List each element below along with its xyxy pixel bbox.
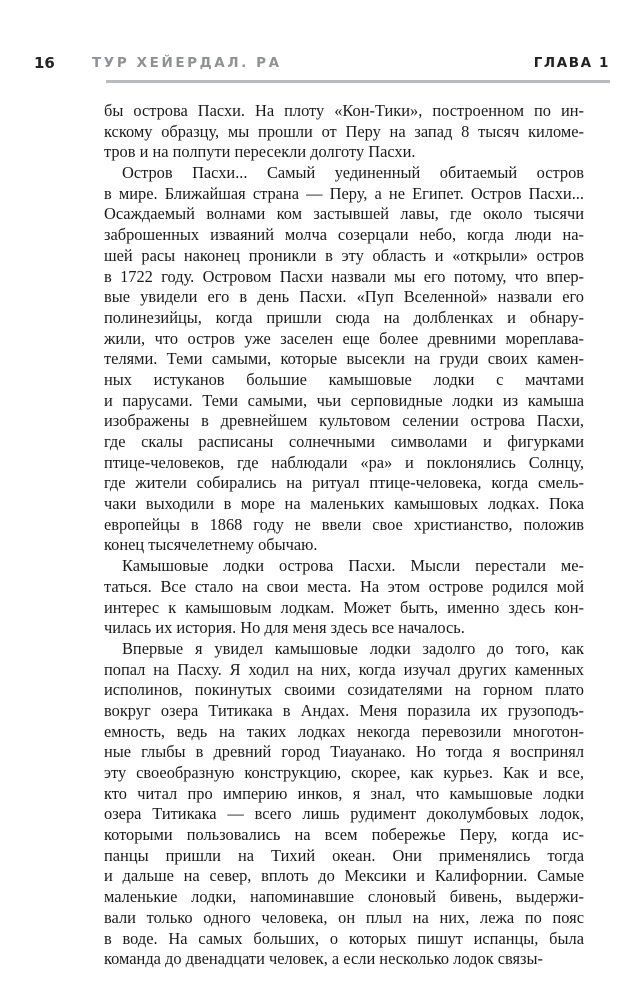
text-line: шей расы наконец проникли в эту область и «открыли» остров: [104, 245, 584, 265]
paragraph: [104, 639, 584, 970]
text-line: чаки выходили в море на маленьких камышовых лодках. Пока: [104, 494, 584, 514]
text-line: вали только одного человека, он плыл на них, лежа по пояс: [104, 907, 584, 927]
text-line: исполинов, покинутых своими созидателями на горном плато: [104, 680, 584, 700]
page-number: 16: [34, 54, 55, 72]
text-line: Остров Пасхи... Самый уединенный обитаемый остров: [122, 163, 584, 183]
page-header: [34, 54, 610, 80]
text-line: жили, что остров уже заселен еще более древними мореплава-: [104, 328, 584, 348]
text-line: ных истуканов большие камышовые лодки с мачтами: [104, 369, 584, 389]
text-line: которыми пользовались на всем побережье Перу, когда ис-: [104, 825, 584, 845]
text-line: чилась их история. Но для меня здесь все началось.: [104, 618, 465, 638]
text-line: полинезийцы, когда пришли сюда на долбленках и обнару-: [104, 307, 584, 327]
text-line: вые увидели его в день Пасхи. «Пуп Вселенной» назвали его: [104, 287, 584, 307]
text-line: Осаждаемый волнами ком застывшей лавы, где около тысячи: [104, 204, 584, 224]
text-line: конец тысячелетнему обычаю.: [104, 535, 318, 555]
text-line: ные глыбы в древний город Тиауанако. Но тогда я воспринял: [104, 742, 584, 762]
text-line: в 1722 году. Островом Пасхи назвали мы его потому, что впер-: [104, 266, 584, 286]
paragraph: [104, 163, 584, 556]
header-divider: [106, 80, 610, 83]
text-line: кто читал про империю инков, я знал, что камышовые лодки: [104, 783, 584, 803]
text-line: и парусами. Теми самыми, чьи серповидные лодки из камыша: [104, 390, 584, 410]
text-line: птице-человеков, где наблюдали «ра» и поклонялись Солнцу,: [104, 452, 584, 472]
text-line: Впервые я увидел камышовые лодки задолго до того, как: [122, 638, 584, 658]
running-title: ТУР ХЕЙЕРДАЛ. РА: [92, 55, 282, 71]
text-line: тров и на полпути пересекли долготу Пасхи.: [104, 142, 416, 162]
text-line: озера Титикака — всего лишь рудимент доколумбовых лодок,: [104, 804, 584, 824]
paragraph: [104, 556, 584, 639]
text-line: Камышовые лодки острова Пасхи. Мысли перестали ме-: [122, 556, 584, 576]
text-line: таться. Все стало на свои места. На этом острове родился мой: [104, 576, 584, 596]
text-line: попал на Пасху. Я ходил на них, когда изучал других каменных: [104, 659, 584, 679]
text-line: где скалы расписаны солнечными символами и фигурками: [104, 432, 584, 451]
text-line: изображены в древнейшем культовом селении острова Пасхи,: [104, 411, 584, 431]
text-line: заброшенных изваяний молча созерцали небо, когда люди на-: [104, 225, 584, 245]
text-line: кскому образцу, мы прошли от Перу на запад 8 тысяч киломе-: [104, 121, 584, 141]
text-line: интерес к камышовым лодкам. Может быть, именно здесь кон-: [104, 597, 584, 617]
text-line: команда до двенадцати человек, а если несколько лодок связы-: [104, 949, 544, 969]
text-line: и дальше на север, вплоть до Мексики и Калифорнии. Самые: [104, 866, 584, 886]
text-line: бы острова Пасхи. На плоту «Кон-Тики», построенном по ин-: [104, 101, 584, 120]
paragraph: [104, 101, 584, 163]
text-line: маленькие лодки, напоминавшие слоновый бивень, выдержи-: [104, 887, 584, 907]
text-line: эту своеобразную конструкцию, скорее, как курьез. Как и все,: [104, 763, 584, 782]
text-line: вокруг озера Титикака в Андах. Меня поразила их грузоподъ-: [104, 700, 584, 720]
text-line: телями. Теми самыми, которые высекли на груди своих камен-: [104, 349, 584, 369]
chapter-label: ГЛАВА 1: [533, 55, 610, 71]
text-line: емность, ведь на таких лодках некогда перевозили многотон-: [104, 721, 584, 741]
text-line: в мире. Ближайшая страна — Перу, а не Египет. Остров Пасхи...: [104, 183, 584, 203]
text-line: в воде. На самых больших, о которых пишут испанцы, была: [104, 928, 584, 948]
body-text: [104, 101, 584, 970]
text-line: где жители собирались на ритуал птице-человека, когда смель-: [104, 473, 584, 493]
text-line: европейцы в 1868 году не ввели свое христианство, положив: [104, 514, 584, 534]
text-line: панцы пришли на Тихий океан. Они применялись тогда: [104, 845, 584, 865]
